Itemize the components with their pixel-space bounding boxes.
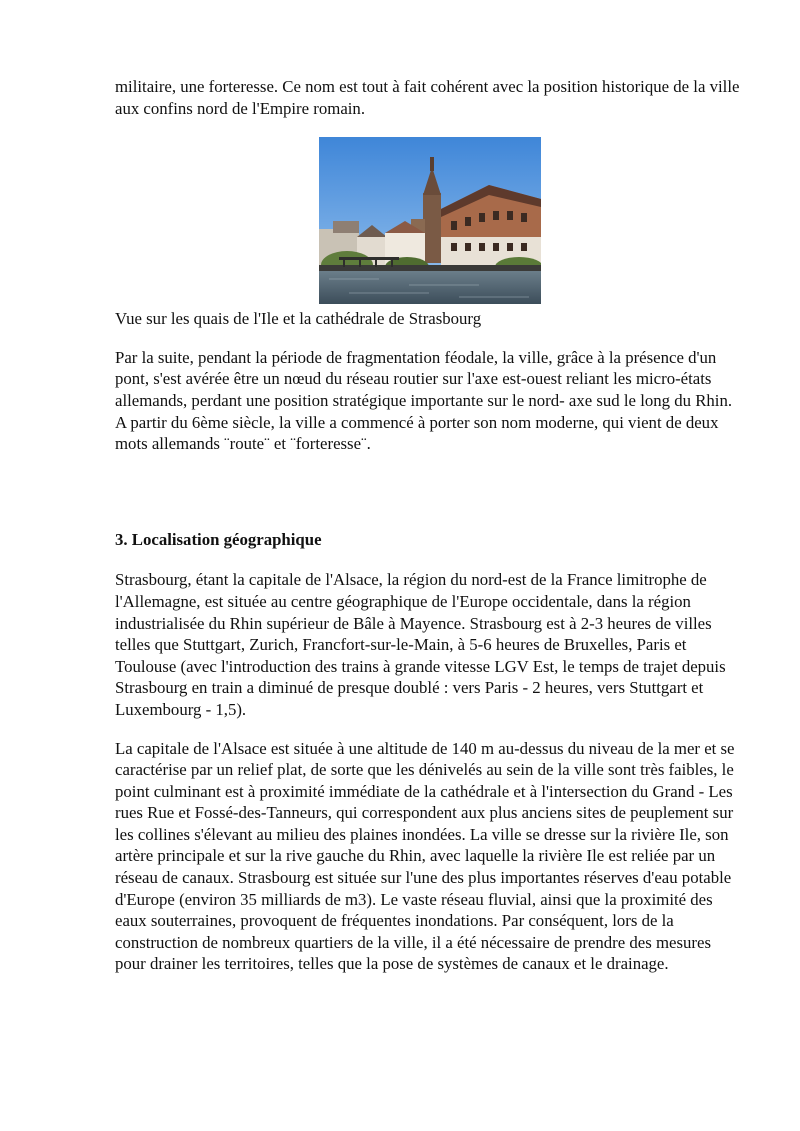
paragraph-location: Strasbourg, étant la capitale de l'Alsace, la région du nord-est de la France limitrophe de l'Allemagne, est située au centre géographique de l'Europe occidentale, dans la région industrialisée du Rhin supérieur de Bâle à Mayence. Strasbourg est à 2-3 heures de villes telles que Stuttgart, Zurich, Francfort-sur-le-Main, à 5-6 heures de Bruxelles, Paris et Toulouse (avec l'introduction des trains à grande vitesse LGV Est, le temps de trajet depuis Strasbourg en train a diminué de presque doublé : vers Paris - 2 heures, vers Stuttgart et Luxembourg - 1,5). bbox=[115, 570, 726, 719]
paragraph-intro: militaire, une forteresse. Ce nom est tout à fait cohérent avec la position historique de la ville aux confins nord de l'Empire romain. bbox=[115, 77, 740, 118]
figure bbox=[115, 137, 745, 304]
paragraph-history: Par la suite, pendant la période de fragmentation féodale, la ville, grâce à la présence d'un pont, s'est avérée être un nœud du réseau routier sur l'axe est-ouest reliant les micro-états allemands, perdant une position stratégique importante sur le nord- axe sud le long du Rhin. A partir du 6ème siècle, la ville a commencé à porter son nom moderne, qui vient de deux mots allemands ¨route¨ et ¨forteresse¨. bbox=[115, 347, 733, 454]
photo-illustration bbox=[319, 137, 541, 304]
figure-caption: Vue sur les quais de l'Ile et la cathédrale de Strasbourg bbox=[115, 309, 482, 329]
paragraph-relief: La capitale de l'Alsace est située à une altitude de 140 m au-dessus du niveau de la mer et se caractérise par un relief plat, de sorte que les dénivelés au sein de la ville sont très faibles, le point culminant est à proximité immédiate de la cathédrale et à l'intersection du Grand - Les rues Rue et Fossé-des-Tanneurs, qui correspondent aux plus anciens sites de peuplement sur les collines s'élevant au milieu des plaines inondées. La ville se dresse sur la rivière Ile, son artère principale et sur la rive gauche du Rhin, avec laquelle la rivière Ile est reliée par un réseau de canaux. Strasbourg est située sur l'une des plus importantes réserves d'eau potable d'Europe (environ 35 milliards de m3). Le vaste réseau fluvial, ainsi que la proximité des eaux souterraines, provoquent de fréquentes inondations. Par conséquent, lors de la construction de nombreux quartiers de la ville, il a été nécessaire de prendre des mesures pour drainer les territoires, telles que la pose de systèmes de canaux et le drainage. bbox=[115, 738, 735, 974]
section-heading: 3. Localisation géographique bbox=[115, 529, 322, 549]
strasbourg-photo bbox=[319, 137, 541, 304]
document-page bbox=[115, 76, 745, 975]
